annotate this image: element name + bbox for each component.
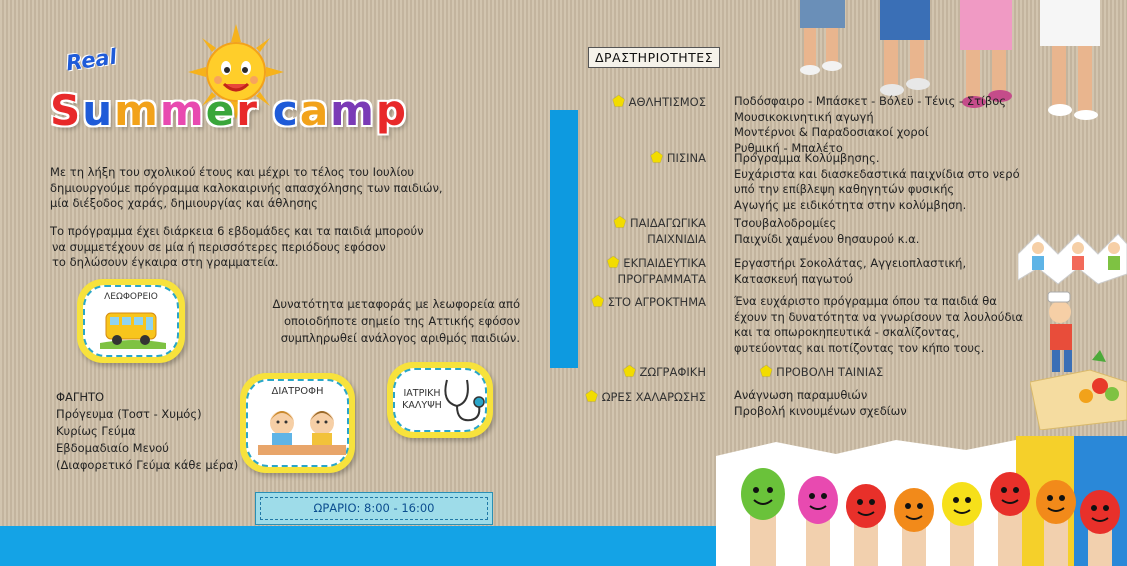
transport-line: συμπληρωθεί ανάλογος αριθμός παιδιών. bbox=[280, 331, 520, 345]
food-line: (Διαφορετικό Γεύμα κάθε μέρα) bbox=[56, 458, 239, 472]
intro-paragraph-2 bbox=[50, 224, 520, 271]
category-label: ΑΘΛΗΤΙΣΜΟΣ bbox=[628, 95, 706, 109]
description-line: Προβολή κινουμένων σχεδίων bbox=[734, 403, 907, 418]
farm-description bbox=[734, 294, 1034, 356]
sports-description bbox=[734, 94, 1064, 156]
star-icon: ⬟ bbox=[591, 294, 604, 310]
food-heading: ΦΑΓΗΤΟ bbox=[56, 390, 105, 404]
description-line: Κατασκευή παγωτού bbox=[734, 271, 854, 286]
category-pool bbox=[560, 151, 706, 167]
category-label: ΕΚΠΑΙΔΕΥΤΙΚΑ bbox=[623, 256, 706, 270]
paper-kids-illustration bbox=[1018, 224, 1127, 290]
category-painting bbox=[560, 365, 706, 381]
relax-description bbox=[734, 388, 994, 419]
category-label: ΖΩΓΡΑΦΙΚΗ bbox=[639, 365, 706, 379]
activities-header: ΔΡΑΣΤΗΡΙΟΤΗΤΕΣ bbox=[588, 47, 720, 68]
painted-hands-illustration bbox=[716, 436, 1127, 566]
bus-icon bbox=[100, 307, 166, 349]
description-line: Ευχάριστα και διασκεδαστικά παιχνίδια στο νερό bbox=[734, 166, 1020, 181]
description-line: Ρυθμική - Μπαλέτο bbox=[734, 140, 843, 155]
description-line: έχουν τη δυνατότητα να γνωρίσουν τα λουλούδια bbox=[734, 309, 1023, 324]
category-farm bbox=[560, 295, 706, 311]
category-label-line-2: ΠΡΟΓΡΑΜΜΑΤΑ bbox=[617, 271, 706, 286]
category-relax bbox=[560, 390, 706, 406]
title-letter: m bbox=[330, 86, 376, 135]
description-line: Παιχνίδι χαμένου θησαυρού κ.α. bbox=[734, 231, 920, 246]
star-icon: ⬟ bbox=[623, 364, 636, 380]
title-summer-camp bbox=[50, 86, 408, 135]
title-letter: a bbox=[299, 86, 331, 135]
title-letter: r bbox=[236, 86, 259, 135]
schedule-text: ΩΡΑΡΙΟ: 8:00 - 16:00 bbox=[260, 497, 488, 520]
title-letter: u bbox=[82, 86, 115, 135]
educational-description bbox=[734, 256, 994, 287]
intro-line: Το πρόγραμμα έχει διάρκεια 6 εβδομάδες και τα παιδιά μπορούν bbox=[50, 224, 424, 238]
title-letter: p bbox=[375, 86, 408, 135]
category-label: ΩΡΕΣ ΧΑΛΑΡΩΣΗΣ bbox=[601, 390, 706, 404]
transport-line: οποιοδήποτε σημείο της Αττικής εφόσον bbox=[284, 314, 520, 328]
category-label-line-2: ΠΑΙΧΝΙΔΙΑ bbox=[647, 231, 706, 246]
food-line: Πρόγευμα (Τοστ - Χυμός) bbox=[56, 407, 202, 421]
category-games bbox=[560, 216, 706, 247]
bus-badge-label: ΛΕΩΦΟΡΕΙΟ bbox=[104, 292, 158, 302]
category-label: ΠΑΙΔΑΓΩΓΙΚΑ bbox=[629, 216, 706, 230]
description-line: Ποδόσφαιρο - Μπάσκετ - Βόλεϋ - Τένις - Στίβος bbox=[734, 94, 1007, 108]
description-line: φυτεύοντας και ποτίζοντας τον κήπο τους. bbox=[734, 340, 985, 355]
stethoscope-icon bbox=[441, 376, 487, 430]
title-letter: c bbox=[272, 86, 300, 135]
nutrition-badge-label: ΔΙΑΤΡΟΦΗ bbox=[271, 386, 324, 397]
category-label: ΠΡΟΒΟΛΗ ΤΑΙΝΙΑΣ bbox=[776, 365, 884, 379]
intro-line: δημιουργούμε πρόγραμμα καλοκαιρινής απασχόλησης των παιδιών, bbox=[50, 180, 443, 195]
category-educational bbox=[560, 256, 706, 287]
food-line: Εβδομαδιαίο Μενού bbox=[56, 441, 169, 455]
star-icon: ⬟ bbox=[607, 255, 620, 271]
description-line: υπό την επίβλεψη καθηγητών φυσικής bbox=[734, 182, 955, 196]
pool-description bbox=[734, 151, 1064, 213]
description-line: Μουσικοκινητική αγωγή bbox=[734, 109, 874, 124]
description-line: Αγωγής με ειδικότητα στην κολύμβηση. bbox=[734, 197, 967, 212]
title-letter: e bbox=[205, 86, 237, 135]
star-icon: ⬟ bbox=[760, 364, 773, 380]
description-line: Ένα ευχάριστο πρόγραμμα όπου τα παιδιά θα bbox=[734, 294, 997, 308]
intro-paragraph-1 bbox=[50, 165, 520, 212]
medical-badge bbox=[387, 362, 493, 438]
food-section bbox=[56, 389, 256, 474]
schedule-box bbox=[255, 492, 493, 525]
title-letter: S bbox=[50, 86, 83, 135]
description-line: Τσουβαλοδρομίες bbox=[734, 216, 837, 230]
medical-badge-line: ΙΑΤΡΙΚΗ bbox=[403, 388, 441, 399]
title-letter: m bbox=[114, 86, 160, 135]
intro-line: Με τη λήξη του σχολικού έτους και μέχρι το τέλος του Ιουλίου bbox=[50, 165, 415, 179]
star-icon: ⬟ bbox=[585, 389, 598, 405]
description-line: Εργαστήρι Σοκολάτας, Αγγειοπλαστική, bbox=[734, 256, 967, 270]
intro-line: να συμμετέχουν σε μία ή περισσότερες περιόδους εφόσον bbox=[52, 239, 386, 254]
intro-line: μία διέξοδος χαράς, δημιουργίας και άθλησης bbox=[50, 196, 318, 210]
medical-badge-line: ΚΑΛΥΨΗ bbox=[402, 400, 442, 411]
star-icon: ⬟ bbox=[612, 94, 625, 110]
star-icon: ⬟ bbox=[613, 215, 626, 231]
games-description bbox=[734, 216, 994, 247]
star-icon: ⬟ bbox=[650, 150, 663, 166]
kids-eating-icon bbox=[258, 401, 346, 463]
title-real: Real bbox=[64, 44, 119, 76]
category-label: ΣΤΟ ΑΓΡΟΚΤΗΜΑ bbox=[607, 295, 706, 309]
category-label: ΠΙΣΙΝΑ bbox=[666, 151, 706, 165]
description-line: Μοντέρνοι & Παραδοσιακοί χοροί bbox=[734, 125, 929, 139]
nutrition-badge bbox=[240, 373, 355, 473]
food-line: Κυρίως Γεύμα bbox=[56, 424, 136, 438]
description-line: και τα οπωροκηπευτικά - σκαλίζοντας, bbox=[734, 325, 960, 339]
bus-badge bbox=[77, 279, 185, 363]
gardening-kid-illustration bbox=[1030, 290, 1127, 430]
title-letter: m bbox=[159, 86, 206, 135]
intro-line: το δηλώσουν έγκαιρα στη γραμματεία. bbox=[52, 255, 279, 269]
category-movie bbox=[730, 365, 930, 381]
transport-text bbox=[190, 296, 520, 347]
description-line: Ανάγνωση παραμυθιών bbox=[734, 388, 868, 402]
category-sports bbox=[560, 95, 706, 111]
description-line: Πρόγραμμα Κολύμβησης. bbox=[734, 151, 880, 165]
transport-line: Δυνατότητα μεταφοράς με λεωφορεία από bbox=[272, 297, 520, 311]
